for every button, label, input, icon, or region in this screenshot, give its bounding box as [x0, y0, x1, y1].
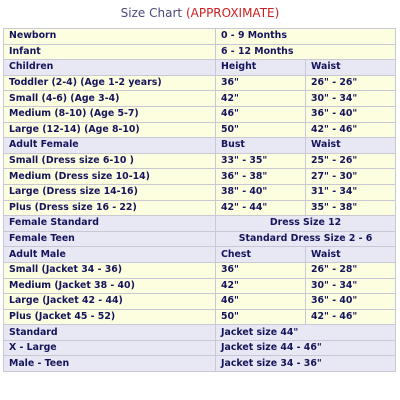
size-label-cell: Female Standard [4, 216, 216, 232]
measure-cell-2: 30" - 34" [306, 91, 396, 107]
size-label-cell: Medium (Jacket 38 - 40) [4, 278, 216, 294]
section-header-row [4, 247, 396, 263]
size-label-cell: Medium (8-10) (Age 5-7) [4, 106, 216, 122]
measure-cell-1: 46" [216, 294, 306, 310]
table-row [4, 91, 396, 107]
size-label-cell: Large (12-14) (Age 8-10) [4, 122, 216, 138]
size-label-cell: Toddler (2-4) (Age 1-2 years) [4, 75, 216, 91]
table-row [4, 262, 396, 278]
title-emphasis: (APPROXIMATE) [185, 6, 280, 20]
section-header-row [4, 340, 396, 356]
measure-cell-2: 35" - 38" [306, 200, 396, 216]
size-value-cell: Jacket size 34 - 36" [216, 356, 396, 372]
size-label-cell: Large (Dress size 14-16) [4, 184, 216, 200]
measure-cell-2: 42" - 46" [306, 122, 396, 138]
title-text: Size Chart [120, 6, 183, 20]
size-label-cell: Adult Female [4, 138, 216, 154]
size-label-cell: Standard [4, 325, 216, 341]
table-row [4, 29, 396, 45]
size-label-cell: X - Large [4, 340, 216, 356]
size-value-cell: Jacket size 44 - 46" [216, 340, 396, 356]
size-value-cell: 6 - 12 Months [216, 44, 396, 60]
size-label-cell: Medium (Dress size 10-14) [4, 169, 216, 185]
measure-cell-1: Bust [216, 138, 306, 154]
measure-cell-1: 42" [216, 278, 306, 294]
table-row [4, 169, 396, 185]
measure-cell-2: Waist [306, 247, 396, 263]
size-label-cell: Plus (Jacket 45 - 52) [4, 309, 216, 325]
section-header-row [4, 231, 396, 247]
measure-cell-1: 36" [216, 262, 306, 278]
size-label-cell: Newborn [4, 29, 216, 45]
measure-cell-2: Waist [306, 60, 396, 76]
size-value-cell: Standard Dress Size 2 - 6 [216, 231, 396, 247]
section-header-row [4, 60, 396, 76]
size-label-cell: Female Teen [4, 231, 216, 247]
size-chart-body [4, 29, 396, 372]
page-title [0, 6, 400, 20]
size-label-cell: Small (4-6) (Age 3-4) [4, 91, 216, 107]
measure-cell-1: Chest [216, 247, 306, 263]
measure-cell-2: 26" - 28" [306, 262, 396, 278]
size-chart-table-frame [3, 28, 395, 372]
measure-cell-1: 33" - 35" [216, 153, 306, 169]
measure-cell-2: 30" - 34" [306, 278, 396, 294]
table-row [4, 309, 396, 325]
table-row [4, 106, 396, 122]
measure-cell-2: 25" - 26" [306, 153, 396, 169]
table-row [4, 44, 396, 60]
measure-cell-2: Waist [306, 138, 396, 154]
size-value-cell: 0 - 9 Months [216, 29, 396, 45]
size-label-cell: Plus (Dress size 16 - 22) [4, 200, 216, 216]
table-row [4, 294, 396, 310]
size-value-cell: Jacket size 44" [216, 325, 396, 341]
measure-cell-1: 36" [216, 75, 306, 91]
measure-cell-2: 36" - 40" [306, 106, 396, 122]
measure-cell-2: 42" - 46" [306, 309, 396, 325]
size-label-cell: Adult Male [4, 247, 216, 263]
section-header-row [4, 356, 396, 372]
table-row [4, 200, 396, 216]
measure-cell-1: 42" [216, 91, 306, 107]
measure-cell-1: 36" - 38" [216, 169, 306, 185]
table-row [4, 184, 396, 200]
size-label-cell: Male - Teen [4, 356, 216, 372]
measure-cell-1: 50" [216, 309, 306, 325]
measure-cell-2: 26" - 26" [306, 75, 396, 91]
size-label-cell: Large (Jacket 42 - 44) [4, 294, 216, 310]
size-chart-table [3, 28, 396, 372]
section-header-row [4, 325, 396, 341]
measure-cell-1: Height [216, 60, 306, 76]
measure-cell-1: 42" - 44" [216, 200, 306, 216]
section-header-row [4, 216, 396, 232]
section-header-row [4, 138, 396, 154]
measure-cell-2: 36" - 40" [306, 294, 396, 310]
table-row [4, 75, 396, 91]
table-row [4, 122, 396, 138]
measure-cell-1: 46" [216, 106, 306, 122]
table-row [4, 278, 396, 294]
table-row [4, 153, 396, 169]
measure-cell-1: 50" [216, 122, 306, 138]
size-value-cell: Dress Size 12 [216, 216, 396, 232]
measure-cell-1: 38" - 40" [216, 184, 306, 200]
measure-cell-2: 31" - 34" [306, 184, 396, 200]
size-label-cell: Small (Dress size 6-10 ) [4, 153, 216, 169]
size-label-cell: Small (Jacket 34 - 36) [4, 262, 216, 278]
size-label-cell: Children [4, 60, 216, 76]
measure-cell-2: 27" - 30" [306, 169, 396, 185]
size-label-cell: Infant [4, 44, 216, 60]
